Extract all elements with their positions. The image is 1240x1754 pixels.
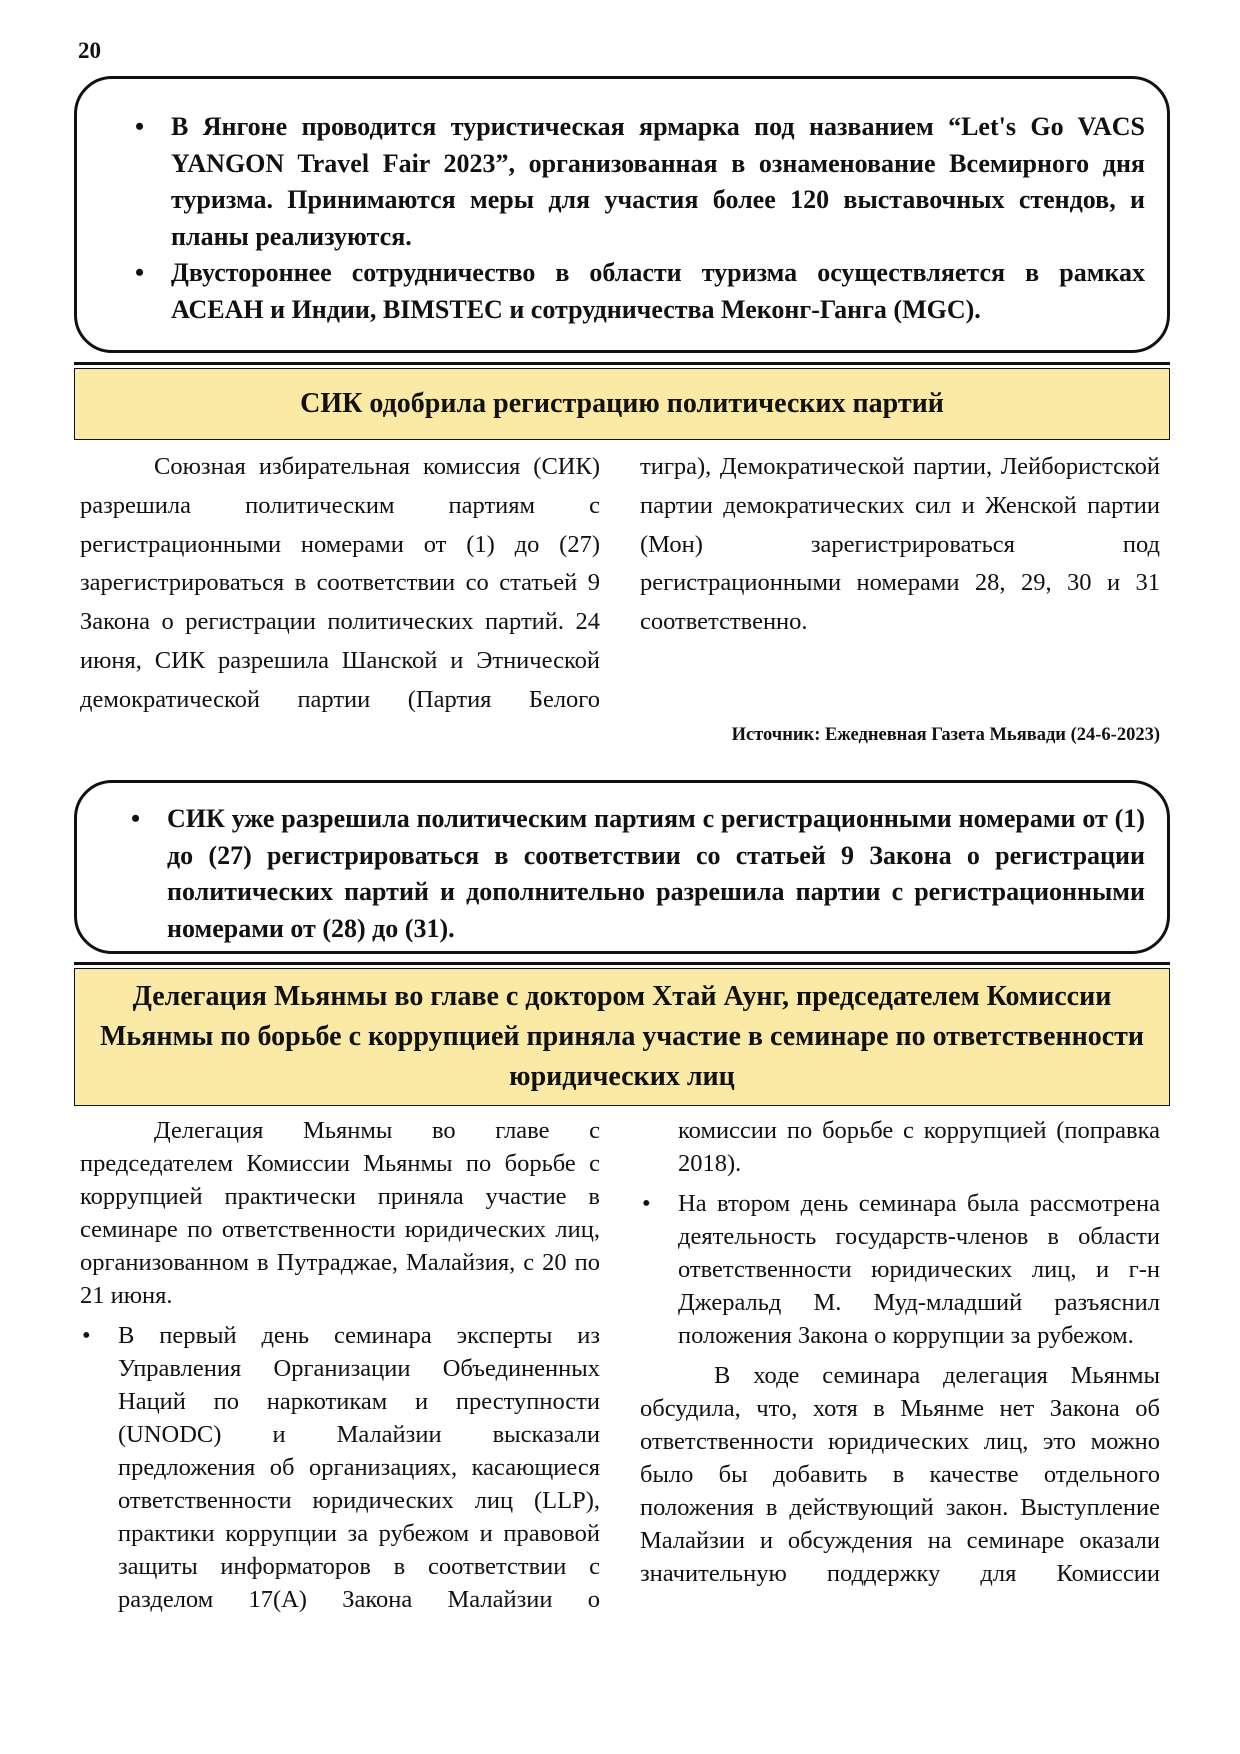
section-divider: [74, 962, 1170, 965]
bullet-icon: •: [642, 1190, 651, 1217]
article-paragraph: комиссии по борьбе с коррупцией (поправка 2018).: [678, 1117, 1160, 1177]
summary-list: [127, 109, 1145, 328]
article-bullets: [80, 1319, 600, 1616]
summary-box-elections: [74, 780, 1170, 954]
list-item: • На втором день семинара была рассмотрена деятельность государств-членов в области ответственности юридических лиц, и г-н Джеральд М. Муд-младший разъяснил положения Закона о коррупции за рубежом.: [640, 1187, 1160, 1352]
source-citation: Источник: Ежедневная Газета Мьявади (24-6-2023): [731, 725, 1160, 745]
article-headline: СИК одобрила регистрацию политических партий: [74, 368, 1170, 440]
bullet-icon: •: [131, 804, 141, 833]
bullet-icon: •: [135, 112, 145, 141]
summary-item: • СИК уже разрешила политическим партиям с регистрационными номерами от (1) до (27) регистрироваться в соответствии со статьей 9 Закона о регистрации политических партий и дополнительно разрешила партии с регистрационными номерами от (28) до (31).: [123, 801, 1145, 947]
article-paragraph: В ходе семинара делегация Мьянмы обсудила, что, хотя в Мьянме нет Закона об ответственности юридических лиц, это можно было бы добавить в качестве отдельного положения в действующий закон. Выступление Малайзии и обсуждения на семинаре оказали значительную поддержку для Комиссии: [640, 1362, 1160, 1587]
article-paragraph: Делегация Мьянмы во главе с председателем Комиссии Мьянмы по борьбе с коррупцией практически приняла участие в семинаре по ответственности юридических лиц, организованном в Путраджае, Малайзия, с 20 по 21 июня.: [80, 1117, 600, 1309]
summary-item: • Двустороннее сотрудничество в области туризма осуществляется в рамках АСЕАН и Индии, BIMSTEC и сотрудничества Меконг-Ганга (MGC).: [127, 255, 1145, 328]
article-bullets: [640, 1187, 1160, 1352]
article-column-left: [80, 448, 600, 720]
page-number: 20: [78, 38, 101, 63]
article-column-left: [80, 1114, 600, 1616]
summary-box-tourism: [74, 76, 1170, 353]
article-paragraph: Союзная избирательная комиссия (СИК) разрешила политическим партиям с регистрационными номерами от (1) до (27) зарегистрироваться в соответствии со статьей 9 Закона о регистрации политических партий. 24 июня, СИК разрешила Шанской и Этнической демократической партии (Партия Белого: [80, 453, 600, 713]
article-headline: Делегация Мьянмы во главе с доктором Хтай Аунг, председателем Комиссии Мьянмы по борьбе с коррупцией приняла участие в семинаре по ответственности юридических лиц: [74, 968, 1170, 1106]
section-divider: [74, 362, 1170, 365]
article-column-right: [640, 448, 1160, 642]
bullet-icon: •: [135, 258, 145, 287]
list-item: • В первый день семинара эксперты из Управления Организации Объединенных Наций по наркотикам и преступности (UNODC) и Малайзии высказали предложения об организациях, касающиеся ответственности юридических лиц (LLP), практики коррупции за рубежом и правовой защиты информаторов в соответствии с разделом 17(A) Закона Малайзии о: [80, 1319, 600, 1616]
article-paragraph: тигра), Демократической партии, Лейбористской партии демократических сил и Женской партии (Мон) зарегистрироваться под регистрационными номерами 28, 29, 30 и 31 соответственно.: [640, 453, 1160, 636]
bullet-icon: •: [82, 1322, 91, 1349]
summary-list: [123, 801, 1145, 947]
summary-item: • В Янгоне проводится туристическая ярмарка под названием “Let's Go VACS YANGON Travel Fair 2023”, организованная в ознаменование Всемирного дня туризма. Принимаются меры для участия более 120 выставочных стендов, и планы реализуются.: [127, 109, 1145, 255]
article-column-right: [640, 1114, 1160, 1590]
